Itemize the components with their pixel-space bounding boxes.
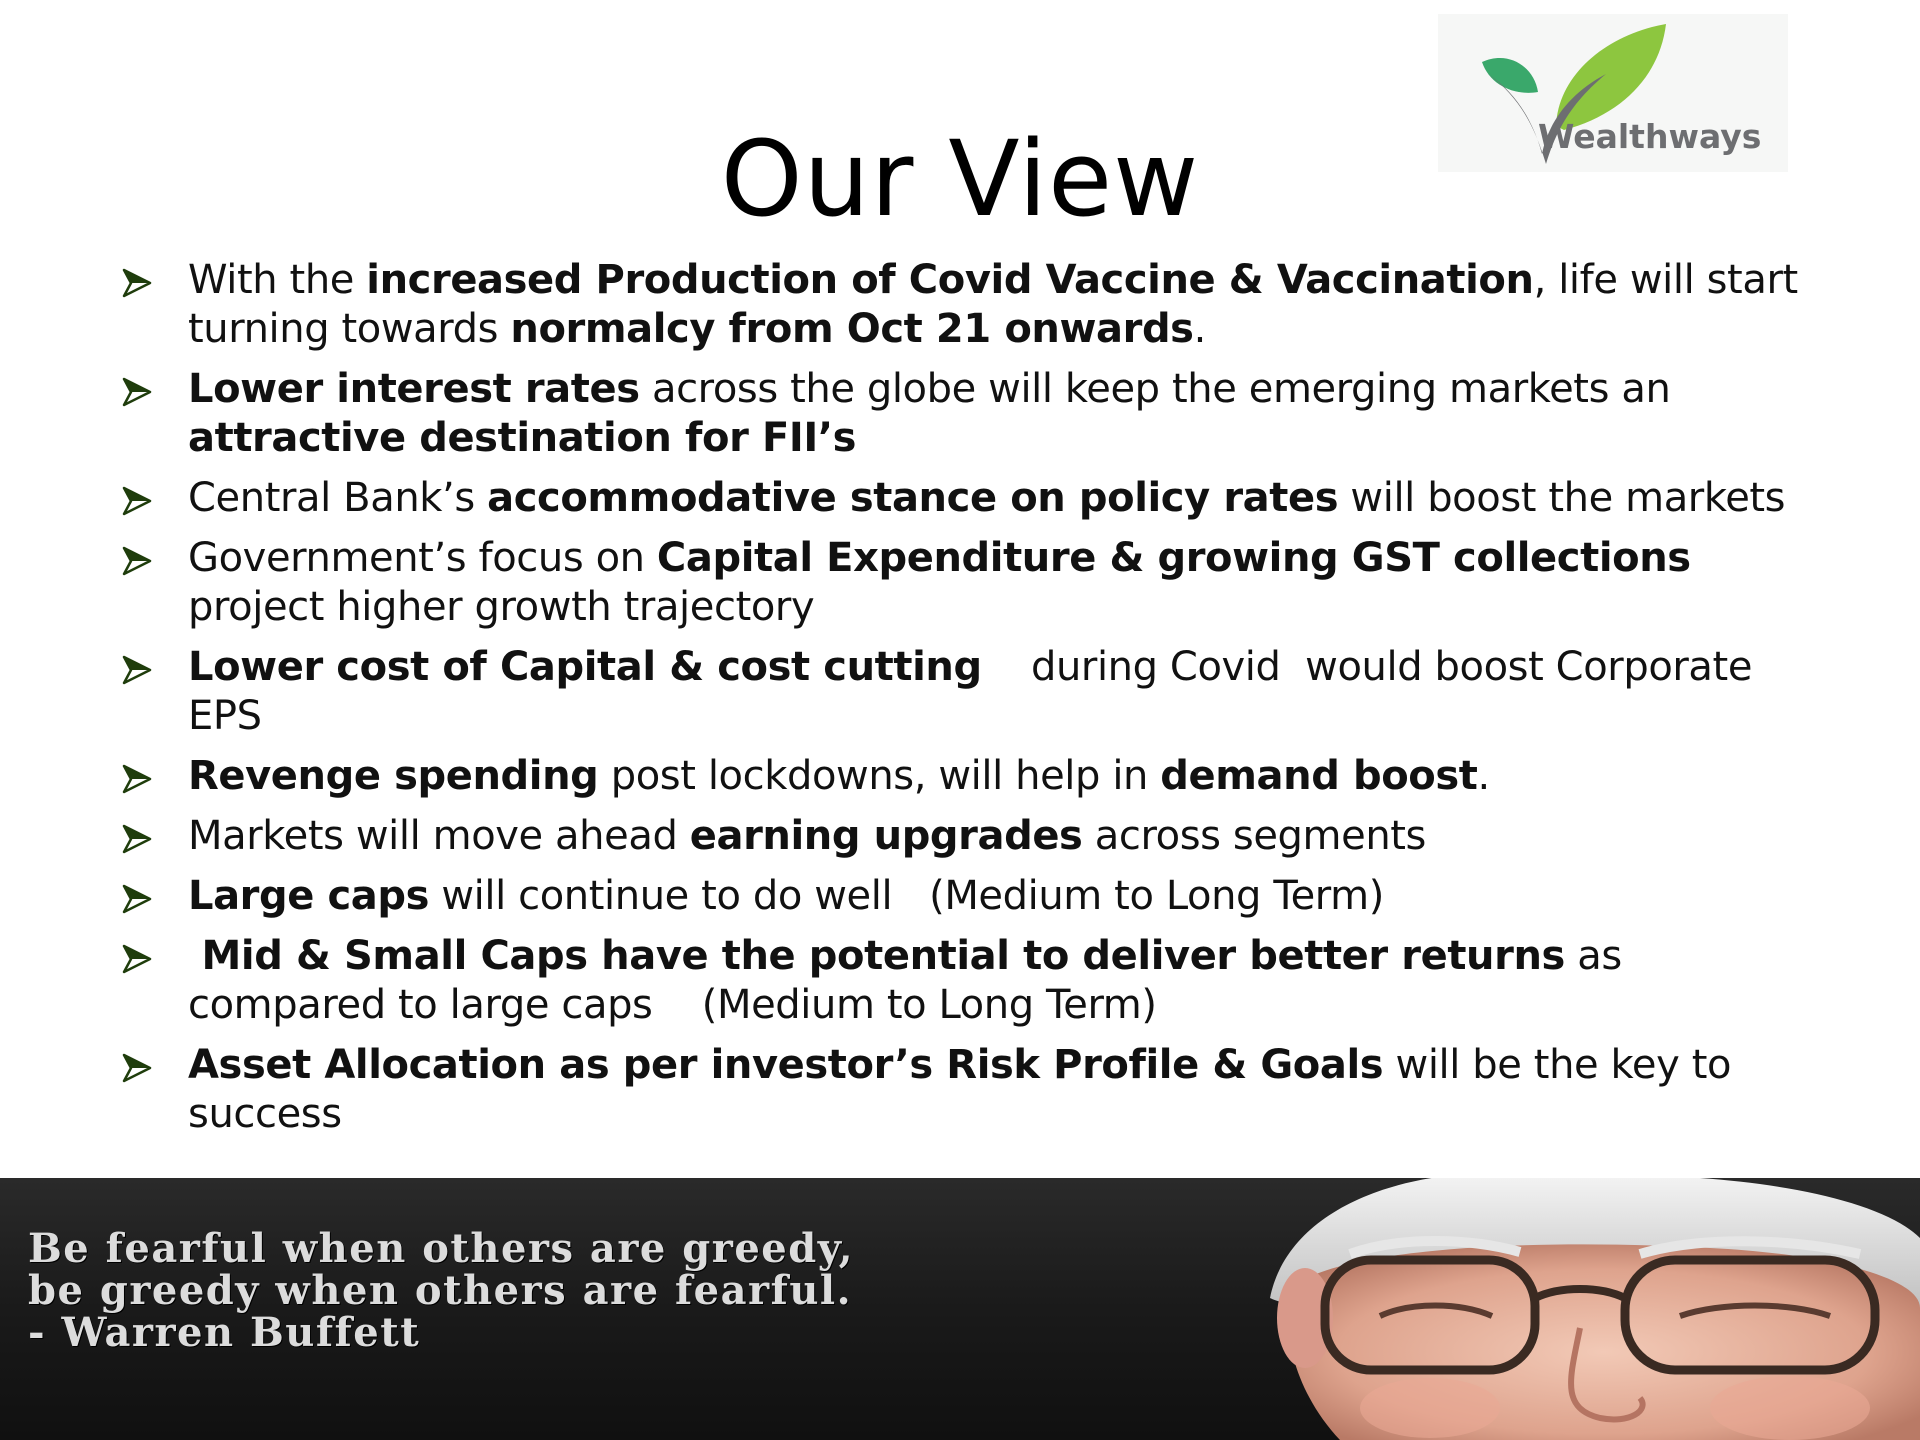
bullet-text-bold: Revenge spending [188,753,599,799]
bullet-text: project higher growth trajectory [188,535,1704,630]
bullet-item [118,534,1818,632]
bullet-text-bold: earning upgrades [689,813,1083,859]
arrow-bullet-icon [122,377,152,407]
bullet-item [118,1041,1818,1139]
quote-attribution: - Warren Buffett [28,1309,421,1356]
arrow-bullet-icon [122,546,152,576]
bullet-list [118,256,1818,1150]
bullet-text: will be the key to success [188,1042,1744,1137]
bullet-text: Markets will move ahead [188,813,690,859]
quote-line-2: be greedy when others are fearful. [28,1267,853,1314]
bullet-item [118,872,1818,921]
bullet-item [118,752,1818,801]
quote-text [28,1225,855,1356]
bullet-text-bold: demand boost [1160,753,1478,799]
arrow-bullet-icon [122,764,152,794]
bullet-text: With the [188,257,367,303]
bullet-text: during Covid would boost Corporate EPS [188,644,1765,739]
bullet-text-bold: Capital Expenditure & growing GST collections [656,535,1691,581]
slide-title: Our View [720,118,1200,240]
bullet-text-bold: increased Production of Covid Vaccine & Vaccination [366,257,1534,303]
arrow-bullet-icon [122,944,152,974]
bullet-item [118,643,1818,741]
bullet-text: Government’s focus on [188,535,657,581]
arrow-bullet-icon [122,884,152,914]
logo-wordmark: Wealthways [1538,117,1762,156]
bullet-item [118,474,1818,523]
quote-line-1: Be fearful when others are greedy, [28,1225,855,1272]
arrow-bullet-icon [122,824,152,854]
arrow-bullet-icon [122,1053,152,1083]
bullet-text: . [1193,306,1206,352]
arrow-bullet-icon [122,268,152,298]
bullet-text-bold: Large caps [188,873,430,919]
bullet-text: as compared to large caps (Medium to Long Term) [188,933,1672,1028]
bullet-text-bold: normalcy from Oct 21 onwards [510,306,1194,352]
bullet-text: . [1477,753,1490,799]
bullet-text: across segments [1082,813,1426,859]
portrait-illustration [1230,1178,1920,1440]
quote-banner [0,1178,1920,1440]
arrow-bullet-icon [122,655,152,685]
bullet-text: across the globe will keep the emerging markets an [639,366,1683,412]
bullet-text-bold: attractive destination for FII’s [188,415,857,461]
bullet-text-bold: Lower interest rates [188,366,640,412]
bullet-text: will continue to do well (Medium to Long Term) [429,873,1384,919]
bullet-text-bold: Mid & Small Caps have the potential to deliver better returns [188,933,1565,979]
bullet-item [118,812,1818,861]
bullet-text-bold: Lower cost of Capital & cost cutting [188,644,982,690]
arrow-bullet-icon [122,486,152,516]
bullet-text-bold: accommodative stance on policy rates [487,475,1339,521]
bullet-item [118,256,1818,354]
bullet-text-bold: Asset Allocation as per investor’s Risk Profile & Goals [188,1042,1384,1088]
bullet-item [118,932,1818,1030]
bullet-text: will boost the markets [1338,475,1786,521]
bullet-text: post lockdowns, will help in [598,753,1161,799]
bullet-text: Central Bank’s [188,475,488,521]
bullet-item [118,365,1818,463]
bullet-text: , life will start turning towards [188,257,1811,352]
